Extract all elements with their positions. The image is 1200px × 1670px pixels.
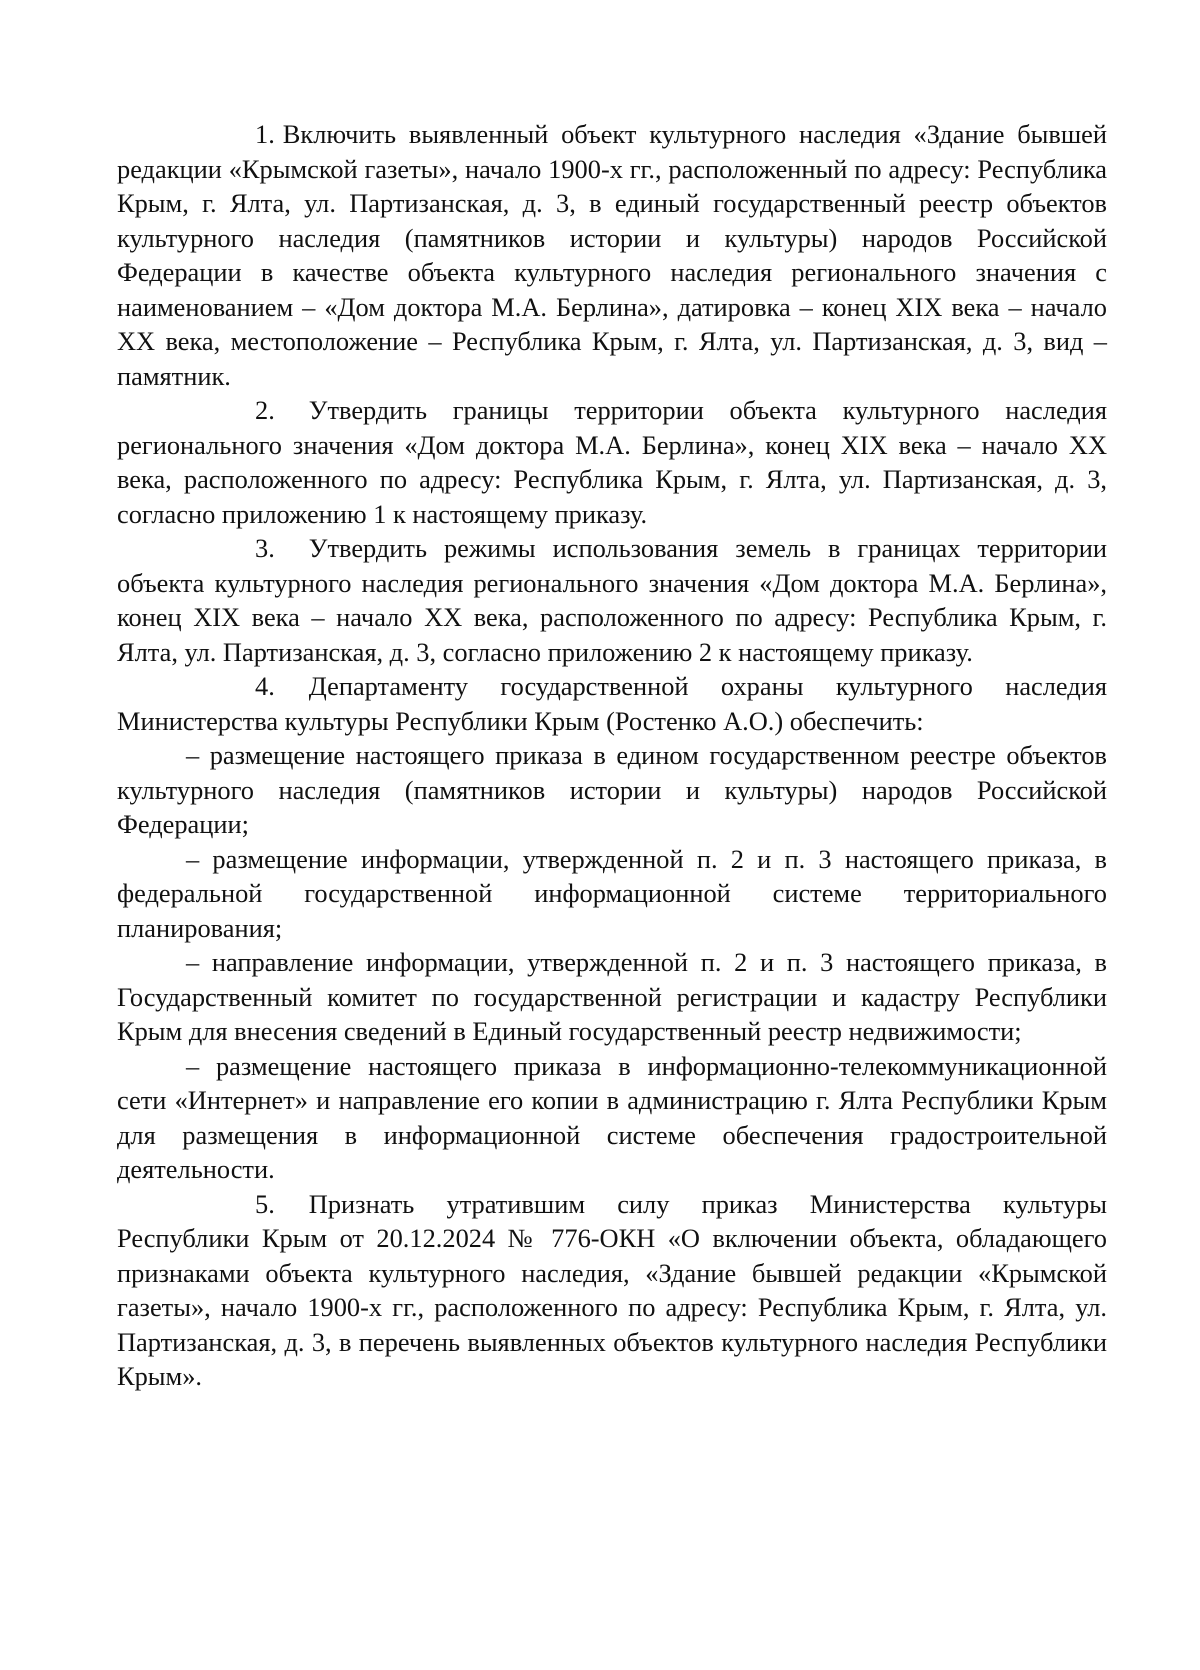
paragraph-4-number: 4. bbox=[255, 671, 275, 701]
paragraph-5-number: 5. bbox=[255, 1188, 275, 1219]
bullet-item-3: – направление информации, утвержденной п. 2 и п. 3 настоящего приказа, в Государственный комитет по государственной регистрации и кадастру Республики Крым для внесения сведений в Единый государственный реестр недвижимости; bbox=[117, 947, 1107, 1046]
paragraph-3-number: 3. bbox=[255, 533, 275, 563]
paragraph-1-text: Включить выявленный объект культурного наследия «Здание бывшей редакции «Крымской газеты», начало 1900-х гг., расположенный по адресу: Республика Крым, г. Ялта, ул. Партизанская, д. 3, в единый государственный реестр объектов культурного наследия (памятников истории и культуры) народов Российской Федерации в качестве объекта культурного наследия регионального значения с наименованием – «Дом доктора М.А. Берлина», датировка – конец XIX века – начало XX века, местоположение – Республика Крым, г. Ялта, ул. Партизанская, д. 3, вид – памятник. bbox=[117, 119, 1107, 391]
paragraph-2 bbox=[117, 393, 1107, 531]
paragraph-1-number: 1. bbox=[255, 119, 275, 149]
paragraph-3 bbox=[117, 531, 1107, 669]
paragraph-4 bbox=[117, 669, 1107, 738]
paragraph-3-text: Утвердить режимы использования земель в границах территории объекта культурного наследия регионального значения «Дом доктора М.А. Берлина», конец XIX века – начало XX века, расположенного по адресу: Республика Крым, г. Ялта, ул. Партизанская, д. 3, согласно приложению 2 к настоящему приказу. bbox=[117, 533, 1107, 667]
bullet-item-2: – размещение информации, утвержденной п. 2 и п. 3 настоящего приказа, в федеральной государственной информационной системе территориального планирования; bbox=[117, 843, 1107, 943]
bullet-item-4: – размещение настоящего приказа в информационно-телекоммуникационной сети «Интернет» и направление его копии в администрацию г. Ялта Республики Крым для размещения в информационной системе обеспечения градостроительной деятельности. bbox=[117, 1050, 1107, 1184]
paragraph-2-text: Утвердить границы территории объекта культурного наследия регионального значения «Дом доктора М.А. Берлина», конец XIX века – начало XX века, расположенного по адресу: Республика Крым, г. Ялта, ул. Партизанская, д. 3, согласно приложению 1 к настоящему приказу. bbox=[117, 395, 1107, 529]
paragraph-2-number: 2. bbox=[255, 395, 275, 425]
bullet-item-1: – размещение настоящего приказа в едином государственном реестре объектов культурного наследия (памятников истории и культуры) народов Российской Федерации; bbox=[117, 740, 1107, 839]
paragraph-5-text: Признать утратившим силу приказ Министерства культуры Республики Крым от 20.12.2024 № 776-ОКН «О включении объекта, обладающего признаками объекта культурного наследия, «Здание бывшей редакции «Крымской газеты», начало 1900-х гг., расположенного по адресу: Республика Крым, г. Ялта, ул. Партизанская, д. 3, в перечень выявленных объектов культурного наследия Республики Крым». bbox=[117, 1188, 1107, 1391]
document-body bbox=[117, 117, 1107, 1394]
paragraph-5 bbox=[117, 1187, 1107, 1394]
paragraph-4-text: Департаменту государственной охраны культурного наследия Министерства культуры Республики Крым (Ростенко А.О.) обеспечить: bbox=[117, 671, 1107, 736]
paragraph-1 bbox=[117, 117, 1107, 393]
